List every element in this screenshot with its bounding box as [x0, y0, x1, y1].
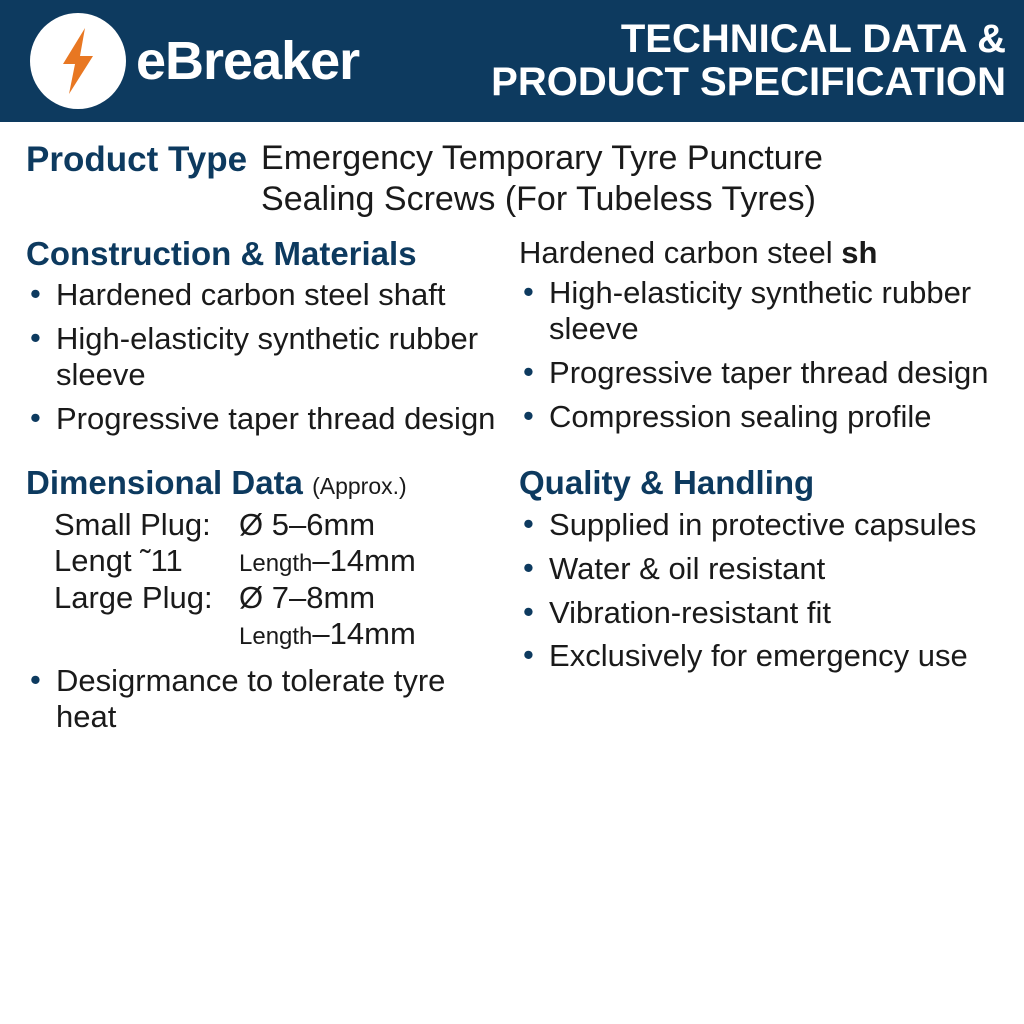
- lightning-bolt-icon: [30, 13, 126, 109]
- dimensional-value: Ø 7–8mm: [239, 579, 376, 615]
- list-item: • Exclusively for emergency use: [519, 638, 1002, 674]
- construction-heading: Construction & Materials: [26, 234, 417, 272]
- quality-heading: Quality & Handling: [519, 464, 815, 501]
- dimensional-key: Large Plug:: [54, 579, 213, 615]
- materials-column: [519, 234, 1002, 445]
- brand-lockup: [30, 13, 359, 109]
- dimensional-row-small-plug: [26, 507, 505, 544]
- brand-name: eBreaker: [136, 31, 360, 91]
- product-type-block: [26, 138, 1002, 220]
- section-construction-row: [26, 234, 1002, 445]
- construction-bullet-list: [26, 277, 505, 437]
- dimensional-approx-note: (Approx.): [312, 473, 407, 499]
- dimensional-length-value: –14mm: [312, 543, 416, 579]
- dimensional-column: [26, 463, 509, 743]
- page-content: [0, 122, 1024, 743]
- dimensional-row-large-plug-length: [26, 616, 505, 653]
- page-title-line1: TECHNICAL DATA &: [620, 17, 1006, 62]
- dimensional-heading: [26, 463, 505, 503]
- construction-column: [26, 234, 509, 445]
- dimensional-value: Ø 5–6mm: [239, 506, 376, 542]
- materials-lead-bold: sh: [841, 234, 878, 270]
- dimensional-length-label: Length: [239, 623, 313, 651]
- dimensional-bullet-list: [26, 663, 505, 735]
- list-item: • High-elasticity synthetic rubber sleeve: [26, 321, 505, 393]
- list-item: • Water & oil resistant: [519, 551, 1002, 587]
- product-type-value-line1: Emergency Temporary Tyre Puncture: [261, 139, 823, 177]
- dimensional-length-label: Length: [239, 550, 313, 578]
- list-item: • Vibration-resistant fit: [519, 595, 1002, 631]
- dimensional-key: Small Plug:: [54, 506, 211, 542]
- product-type-label: Product Type: [26, 140, 248, 179]
- product-type-value-line2: Sealing Screws (For Tubeless Tyres): [261, 179, 816, 218]
- product-type-value: [261, 138, 823, 220]
- list-item: • Desigrmance to tolerate tyre heat: [26, 663, 505, 735]
- list-item: • High-elasticity synthetic rubber sleeve: [519, 275, 1002, 347]
- dimensional-heading-text: Dimensional Data: [26, 464, 303, 501]
- page-title-line2: PRODUCT SPECIFICATION: [491, 60, 1006, 104]
- section-dimensional-row: [26, 463, 1002, 743]
- materials-lead-text: [519, 234, 1002, 271]
- dimensional-row-small-plug-length: [26, 543, 505, 580]
- page-title: [359, 18, 1006, 104]
- dimensional-row-large-plug: [26, 580, 505, 617]
- page-header: [0, 0, 1024, 122]
- list-item: • Progressive taper thread design: [519, 355, 1002, 391]
- materials-bullet-list: [519, 275, 1002, 435]
- dimensional-key: Lengt ˜11: [54, 543, 183, 579]
- quality-bullet-list: [519, 507, 1002, 675]
- dimensional-length-value: –14mm: [312, 616, 416, 652]
- quality-column: [519, 463, 1002, 743]
- list-item: • Hardened carbon steel shaft: [26, 277, 505, 313]
- list-item: • Progressive taper thread design: [26, 401, 505, 437]
- materials-lead-label: Hardened carbon steel: [519, 234, 842, 270]
- list-item: • Supplied in protective capsules: [519, 507, 1002, 543]
- list-item: • Compression sealing profile: [519, 399, 1002, 435]
